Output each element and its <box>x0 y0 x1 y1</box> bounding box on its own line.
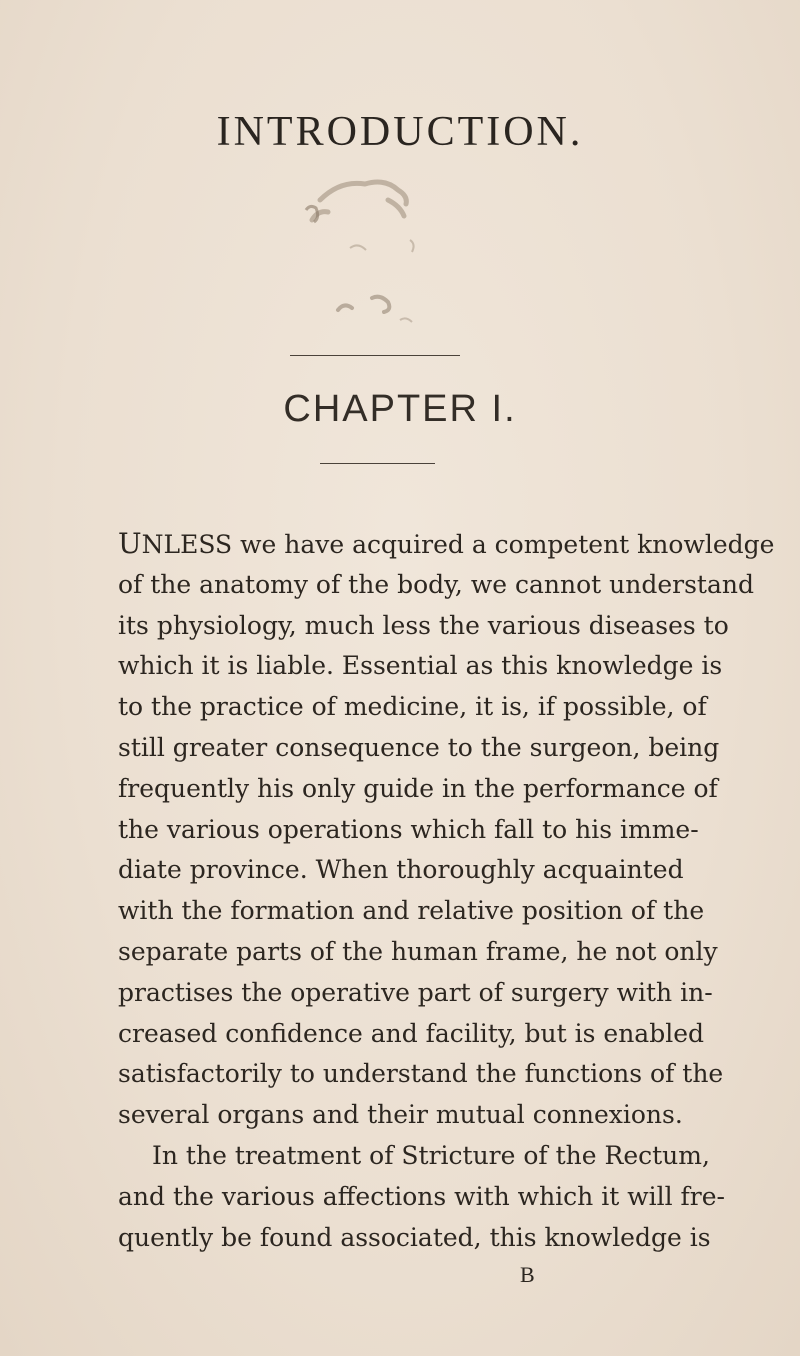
text-line: separate parts of the human frame, he not only <box>118 936 718 966</box>
text-line: with the formation and relative position of the <box>118 896 705 926</box>
paragraph-end-line: several organs and their mutual connexions. <box>118 1100 683 1130</box>
text-line: of the anatomy of the body, we cannot understand <box>118 569 754 599</box>
text-line <box>118 524 775 565</box>
paper-stain-decoration <box>280 170 440 350</box>
text-line: still greater consequence to the surgeon, being <box>118 732 720 762</box>
text-line: frequently his only guide in the performance of <box>118 773 718 803</box>
heading-divider-bottom <box>320 463 435 464</box>
text-line: diate province. When thoroughly acquainted <box>118 855 684 885</box>
text-line: practises the operative part of surgery with in- <box>118 977 713 1007</box>
first-line-rest: we have acquired a competent knowledge <box>232 530 775 559</box>
chapter-heading: CHAPTER I. <box>283 388 517 430</box>
signature-mark: B <box>520 1262 535 1287</box>
text-line: creased confidence and facility, but is enabled <box>118 1018 705 1048</box>
opening-word-rest: NLESS <box>141 530 233 559</box>
text-line: which it is liable. Essential as this knowledge is <box>118 651 723 681</box>
text-line: satisfactorily to understand the functions of the <box>118 1059 724 1089</box>
chapter-body-text <box>118 524 775 1258</box>
text-line: to the practice of medicine, it is, if possible, of <box>118 692 707 722</box>
heading-divider-top <box>290 355 460 356</box>
text-line: quently be found associated, this knowledge is <box>118 1222 711 1252</box>
text-line: In the treatment of Stricture of the Rectum, <box>152 1140 710 1170</box>
text-line: its physiology, much less the various diseases to <box>118 610 729 640</box>
text-line: and the various affections with which it will fre- <box>118 1181 725 1211</box>
introduction-heading: INTRODUCTION. <box>216 109 584 155</box>
opening-initial: U <box>118 527 142 560</box>
text-line: the various operations which fall to his imme- <box>118 814 699 844</box>
